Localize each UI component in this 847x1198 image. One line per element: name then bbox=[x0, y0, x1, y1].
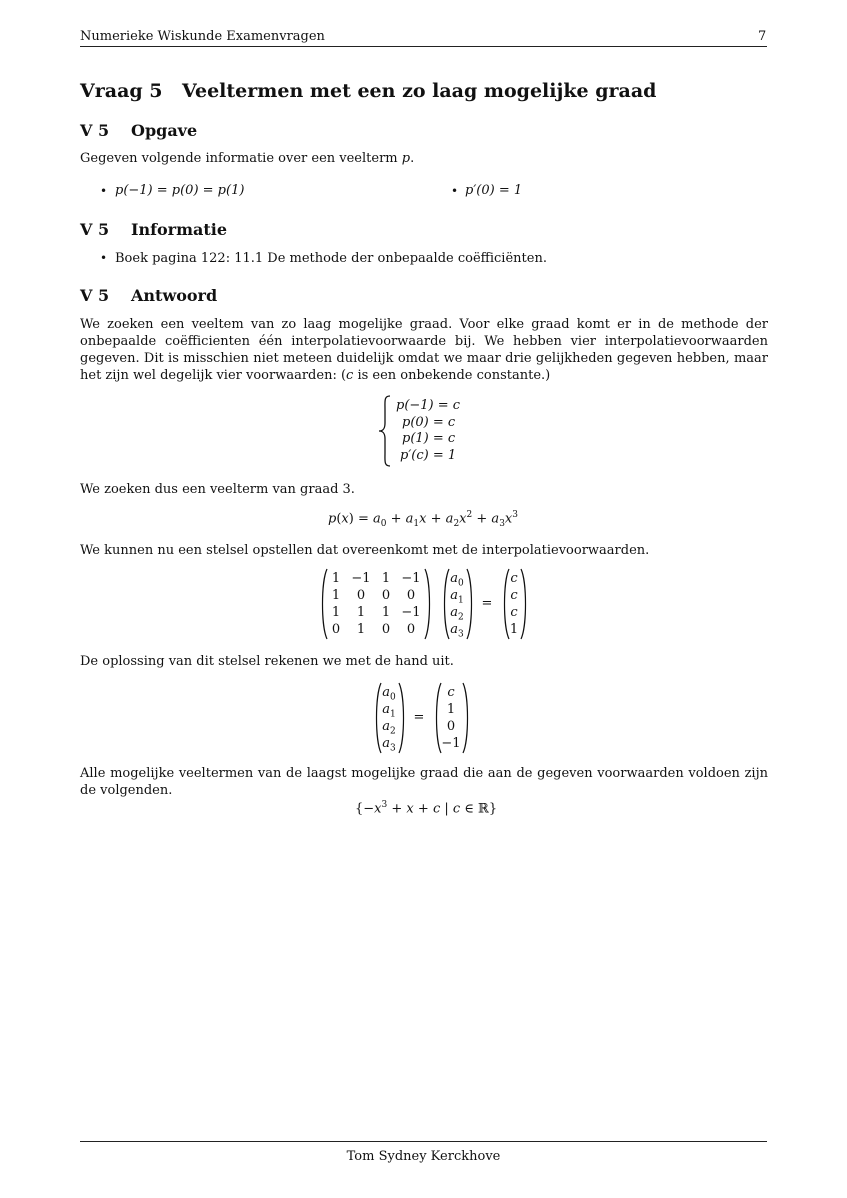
footer-rule bbox=[80, 1141, 767, 1142]
right-paren-icon bbox=[462, 682, 470, 754]
opgave-intro bbox=[80, 150, 414, 167]
antwoord-paragraph-5: Alle mogelijke veeltermen van de laagst mogelijke graad die aan de gegeven voorwaarden voldoen zijn de volgenden. bbox=[80, 766, 768, 798]
footer-author: Tom Sydney Kerckhove bbox=[346, 1149, 501, 1164]
matrix-cell: −1 bbox=[351, 571, 371, 586]
rhs-cell: c bbox=[510, 605, 518, 620]
solution-cell: 1 bbox=[446, 702, 456, 717]
subsection-title-opgave: Opgave bbox=[131, 121, 198, 140]
matrix-cell: 1 bbox=[356, 622, 366, 637]
condition-row: p(−1) = c bbox=[396, 398, 461, 413]
matrix-cell: 1 bbox=[381, 571, 391, 586]
matrix-cell: 1 bbox=[331, 588, 341, 603]
opgave-condition-2: p′(0) = 1 bbox=[465, 183, 523, 198]
opgave-intro-text: Gegeven volgende informatie over een veelterm bbox=[80, 151, 402, 166]
equals-sign: = bbox=[413, 710, 425, 725]
running-header-title: Numerieke Wiskunde Examenvragen bbox=[80, 29, 325, 44]
solution-cell: 0 bbox=[446, 719, 456, 734]
antwoord-paragraph-2: We zoeken dus een veelterm van graad 3. bbox=[80, 482, 355, 497]
opgave-intro-period: . bbox=[410, 151, 415, 166]
rhs-cell: c bbox=[510, 571, 518, 586]
matrix-cell: 0 bbox=[381, 622, 391, 637]
matrix-cell: 0 bbox=[406, 622, 416, 637]
unknown-a0: $a_0$ bbox=[450, 571, 464, 589]
antwoord-paragraph-3: We kunnen nu een stelsel opstellen dat overeenkomt met de interpolatievoorwaarden. bbox=[80, 543, 650, 558]
section-title: Veeltermen met een zo laag mogelijke graad bbox=[182, 80, 657, 102]
unknown-a3: $a_3$ bbox=[382, 736, 396, 754]
final-polynomial-set: {$-x^3 + x + c$ | c ∈ ℝ} bbox=[355, 800, 498, 817]
subsection-number-antwoord: V 5 bbox=[80, 286, 110, 305]
rhs-cell: c bbox=[510, 588, 518, 603]
equals-sign: = bbox=[481, 596, 493, 611]
matrix-cell: 0 bbox=[406, 588, 416, 603]
matrix-cell: 1 bbox=[331, 571, 341, 586]
page-number: 7 bbox=[758, 29, 767, 44]
antwoord-paragraph-1 bbox=[80, 316, 768, 384]
informatie-reference: Boek pagina 122: 11.1 De methode der onbepaalde coëfficiënten. bbox=[115, 251, 547, 266]
matrix-cell: 0 bbox=[356, 588, 366, 603]
opgave-condition-1: p(−1) = p(0) = p(1) bbox=[115, 183, 245, 198]
antwoord-paragraph-4: De oplossing van dit stelsel rekenen we met de hand uit. bbox=[80, 654, 454, 669]
matrix-cell: −1 bbox=[401, 605, 421, 620]
unknown-a0: $a_0$ bbox=[382, 685, 396, 703]
subsection-number-opgave: V 5 bbox=[80, 121, 110, 140]
subsection-title-informatie: Informatie bbox=[131, 220, 228, 239]
unknown-a1: $a_1$ bbox=[450, 588, 464, 606]
matrix-cell: 1 bbox=[331, 605, 341, 620]
paragraph-text: We zoeken een veeltem van zo laag mogelijke graad. Voor elke graad komt er in de methode der onbepaalde coëfficienten één interpolatievoorwaarde bij. We hebben vier interpolatievoorwaarden gegeven. Dit is misschien niet meteen duidelijk omdat we maar drie gelijkheden gegeven hebben, maar het zijn wel degelijk vier voorwaarden: ( bbox=[80, 317, 768, 383]
matrix-cell: 1 bbox=[381, 605, 391, 620]
bullet-dot: • bbox=[100, 251, 108, 265]
matrix-equation bbox=[320, 568, 530, 640]
left-paren-icon bbox=[320, 568, 328, 640]
paragraph-text: is een onbekende constante.) bbox=[353, 368, 551, 383]
condition-row: p(0) = c bbox=[402, 415, 456, 430]
constant-variable: c bbox=[346, 368, 354, 383]
header-rule bbox=[80, 46, 767, 47]
subsection-title-antwoord: Antwoord bbox=[131, 286, 218, 305]
right-paren-icon bbox=[398, 682, 406, 754]
matrix-cell: 0 bbox=[331, 622, 341, 637]
right-paren-icon bbox=[466, 568, 474, 640]
left-brace-icon bbox=[378, 395, 392, 467]
rhs-cell: 1 bbox=[509, 622, 519, 637]
matrix-cell: 1 bbox=[356, 605, 366, 620]
condition-row: p′(c) = 1 bbox=[400, 448, 457, 463]
solution-cell: c bbox=[447, 685, 455, 700]
unknown-a1: $a_1$ bbox=[382, 702, 396, 720]
subsection-number-informatie: V 5 bbox=[80, 220, 110, 239]
opgave-intro-variable: p bbox=[401, 151, 411, 166]
right-paren-icon bbox=[424, 568, 432, 640]
unknown-a2: $a_2$ bbox=[382, 719, 396, 737]
solution-vector-equation bbox=[374, 682, 474, 754]
bullet-dot: • bbox=[100, 184, 108, 198]
solution-cell: −1 bbox=[441, 736, 461, 751]
section-number: Vraag 5 bbox=[80, 80, 163, 102]
matrix-cell: 0 bbox=[381, 588, 391, 603]
right-paren-icon bbox=[520, 568, 528, 640]
unknown-a2: $a_2$ bbox=[450, 605, 464, 623]
polynomial-equation: $p(x) = a_0 + a_1x + a_2x^2 + a_3x^3$ bbox=[328, 510, 518, 529]
bullet-dot: • bbox=[451, 184, 459, 198]
unknown-a3: $a_3$ bbox=[450, 622, 464, 640]
condition-row: p(1) = c bbox=[402, 431, 456, 446]
matrix-cell: −1 bbox=[401, 571, 421, 586]
